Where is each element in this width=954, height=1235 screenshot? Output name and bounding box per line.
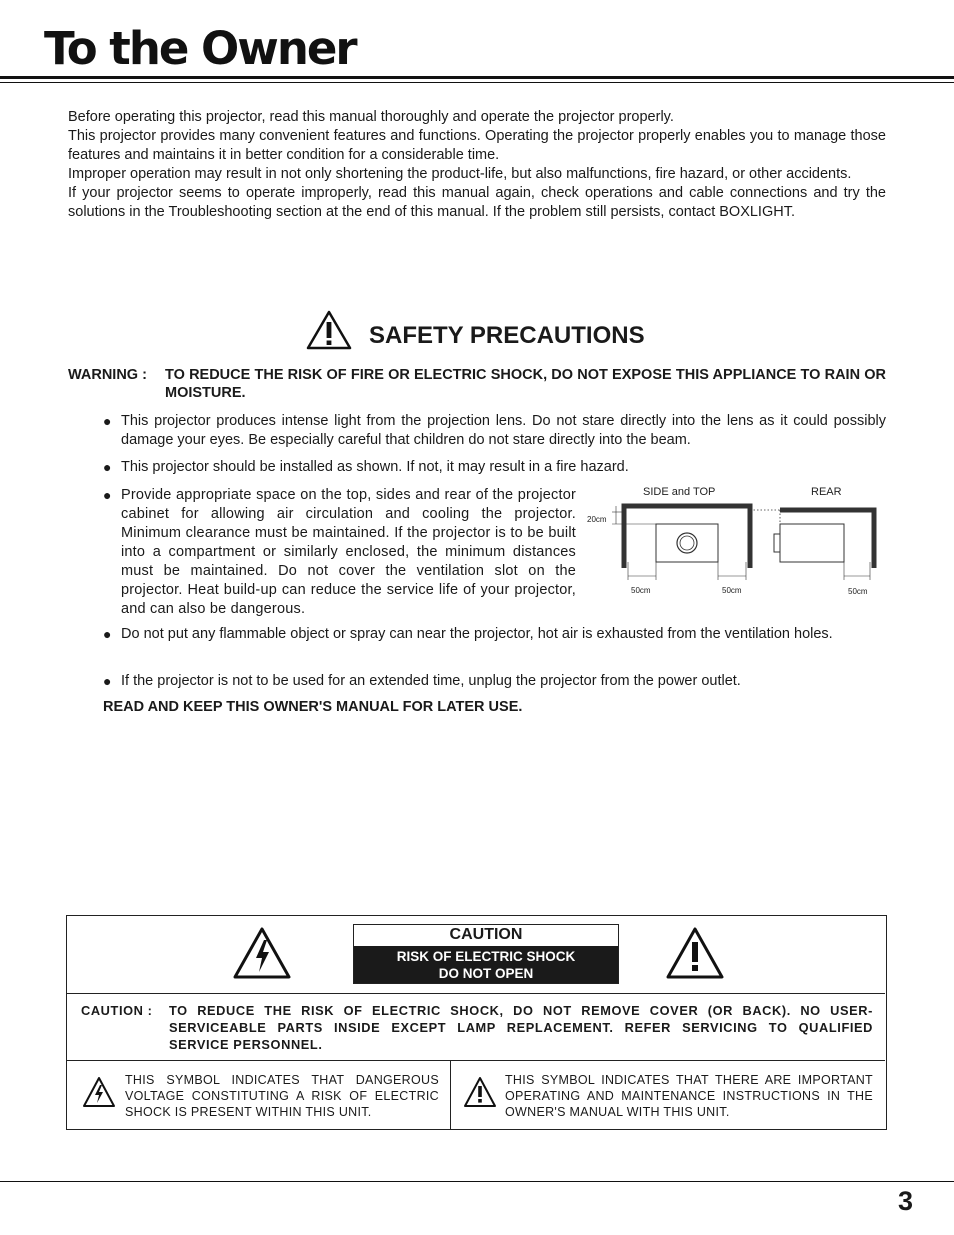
shock-line-1: RISK OF ELECTRIC SHOCK xyxy=(396,949,576,964)
footer-rule xyxy=(0,1181,954,1182)
divider xyxy=(67,1060,885,1061)
instruction-symbol-text: THIS SYMBOL INDICATES THAT THERE ARE IMPORTANT OPERATING AND MAINTENANCE INSTRUCTIONS IN THE OWNER'S MANUAL WITH THIS UNIT. xyxy=(505,1073,873,1119)
bullet-icon: ● xyxy=(103,673,112,689)
side-top-label: SIDE and TOP xyxy=(643,486,716,498)
page-title: To the Owner xyxy=(44,22,356,75)
intro-text xyxy=(68,108,886,222)
rear-label: REAR xyxy=(811,486,842,498)
voltage-symbol-text: THIS SYMBOL INDICATES THAT DANGEROUS VOLTAGE CONSTITUTING A RISK OF ELECTRIC SHOCK IS PRESENT WITHIN THIS UNIT. xyxy=(125,1073,439,1119)
bullet-icon: ● xyxy=(103,459,112,475)
right-clearance-label: 50cm xyxy=(722,586,742,595)
caution-word: CAUTION xyxy=(449,926,523,943)
clearance-diagram xyxy=(584,482,894,602)
electric-shock-triangle-icon xyxy=(232,926,292,980)
intro-paragraph: If your projector seems to operate improperly, read this manual again, check operations and cable connections and try the solutions in the Troubleshooting section at the end of this manual. If the problem still persists, contact BOXLIGHT. xyxy=(68,185,886,220)
intro-paragraph: Before operating this projector, read this manual thoroughly and operate the projector properly. xyxy=(68,109,674,125)
list-item-text: This projector produces intense light from the projection lens. Do not stare directly into the lens as it could possibly damage your eyes. Be especially careful that children do not stare directly into the beam. xyxy=(121,413,886,448)
warning-triangle-icon xyxy=(306,310,352,350)
bullet-icon: ● xyxy=(103,487,112,503)
caution-label xyxy=(353,924,619,984)
safety-heading xyxy=(300,310,680,354)
list-item-text: This projector should be installed as shown. If not, it may result in a fire hazard. xyxy=(121,459,629,475)
divider xyxy=(450,1060,451,1130)
instruction-symbol-icon xyxy=(463,1076,497,1108)
list-item-text: Do not put any flammable object or spray can near the projector, hot air is exhausted from the ventilation holes. xyxy=(121,626,833,642)
projector-side-view xyxy=(656,524,718,562)
caution-statement-text: TO REDUCE THE RISK OF ELECTRIC SHOCK, DO NOT REMOVE COVER (OR BACK). NO USER-SERVICEABLE PARTS INSIDE EXCEPT LAMP REPLACEMENT. REFER SERVICING TO QUALIFIED SERVICE PERSONNEL. xyxy=(169,1003,873,1052)
divider xyxy=(67,993,885,994)
safety-title: SAFETY PRECAUTIONS xyxy=(369,322,645,349)
rear-clearance-label: 50cm xyxy=(848,587,868,596)
header-rule-thin xyxy=(0,82,954,83)
page-number: 3 xyxy=(898,1186,914,1216)
list-item-text: Provide appropriate space on the top, sides and rear of the projector cabinet for allowing air circulation and cooling the projector. Minimum clearance must be maintained. If the projector is to be built into a compartment or similarly enclosed, the minimum distances must be maintained. Do not cover the ventilation slot on the projector. Heat build-up can reduce the service life of your projector, and can also be dangerous. xyxy=(121,487,576,617)
left-clearance-label: 50cm xyxy=(631,586,651,595)
warning-text: TO REDUCE THE RISK OF FIRE OR ELECTRIC SHOCK, DO NOT EXPOSE THIS APPLIANCE TO RAIN OR MOISTURE. xyxy=(165,367,886,401)
intro-paragraph: Improper operation may result in not only shortening the product-life, but also malfunctions, fire hazard, or other accidents. xyxy=(68,166,852,182)
projector-rear-view xyxy=(780,524,844,562)
bullet-icon: ● xyxy=(103,413,112,429)
shock-line-2: DO NOT OPEN xyxy=(438,966,534,981)
caution-statement-label: CAUTION : xyxy=(81,1003,153,1018)
top-clearance-label: 20cm xyxy=(587,515,607,524)
voltage-symbol-icon xyxy=(82,1076,116,1108)
intro-paragraph: This projector provides many convenient features and functions. Operating the projector properly enables you to manage those features and maintains it in better condition for a considerable time. xyxy=(68,128,886,163)
exclamation-triangle-icon xyxy=(665,926,725,980)
header-rule-thick xyxy=(0,76,954,79)
list-item-text: If the projector is not to be used for an extended time, unplug the projector from the power outlet. xyxy=(121,673,741,689)
caution-box xyxy=(66,915,887,1130)
warning-label: WARNING : xyxy=(68,367,147,383)
bullet-icon: ● xyxy=(103,626,112,642)
shock-warning-panel xyxy=(354,946,618,983)
read-keep-notice: READ AND KEEP THIS OWNER'S MANUAL FOR LATER USE. xyxy=(103,699,523,715)
